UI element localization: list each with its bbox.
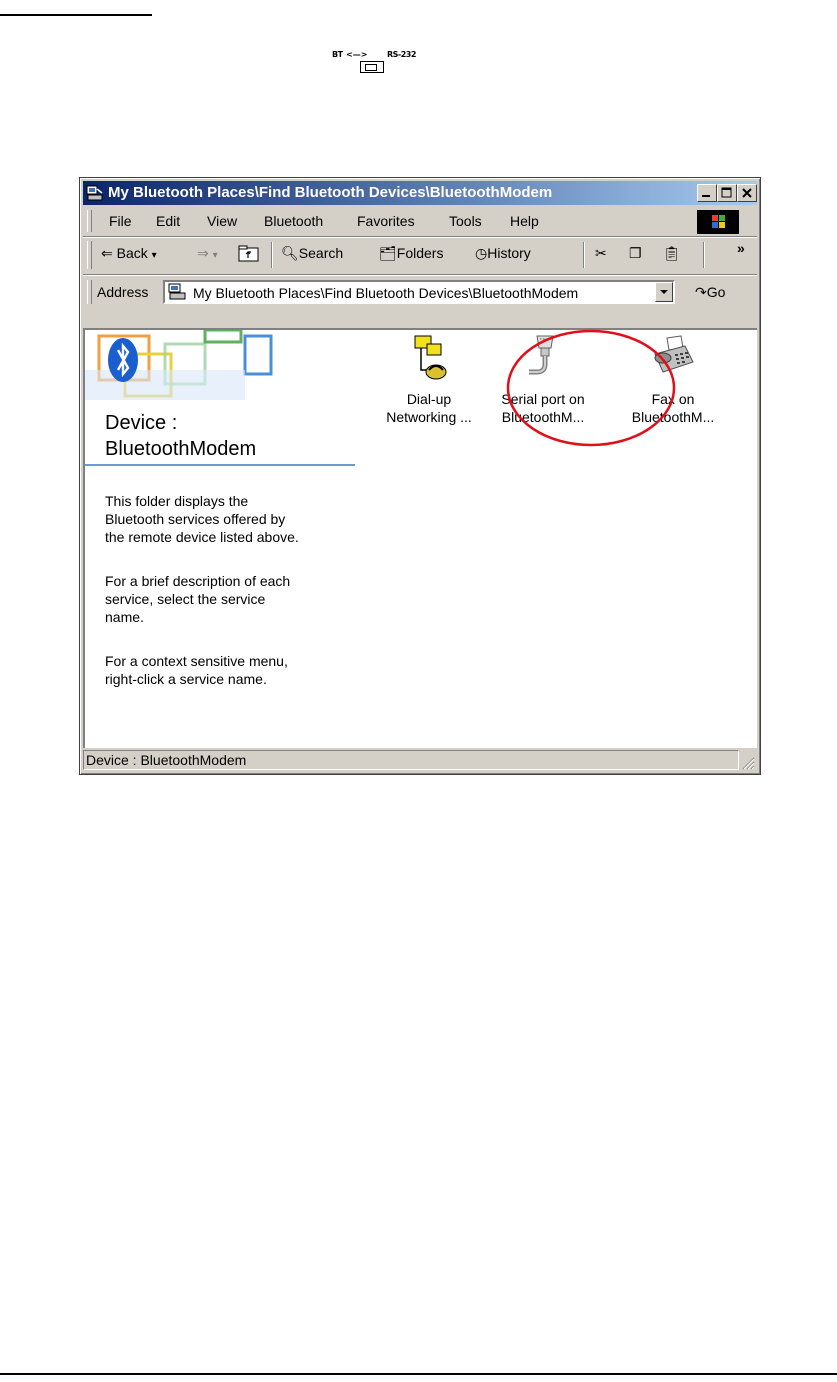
menu-bluetooth[interactable]: Bluetooth: [264, 213, 324, 229]
maximize-icon: [718, 185, 736, 201]
addressbar-grip[interactable]: [87, 280, 92, 304]
back-dropdown-icon: ▾: [151, 250, 157, 261]
menu-view[interactable]: View: [207, 213, 238, 229]
history-button[interactable]: [475, 245, 531, 262]
search-button[interactable]: [281, 245, 343, 262]
chevron-down-icon: [656, 283, 672, 301]
toolbar-overflow-button[interactable]: »: [737, 240, 745, 256]
maximize-button[interactable]: [717, 184, 737, 202]
page-top-rule: [0, 14, 152, 16]
minimize-button[interactable]: [697, 184, 717, 202]
service-label-line1: Fax on: [651, 391, 695, 407]
address-dropdown-button[interactable]: [655, 282, 673, 302]
close-icon: [738, 185, 756, 201]
device-title-line2: BluetoothModem: [105, 438, 257, 460]
minimize-icon: [698, 185, 716, 201]
double-arrow-icon: <—>: [346, 50, 368, 59]
bt-label: BT: [332, 50, 343, 59]
back-label: Back: [116, 245, 148, 261]
service-label-line2: BluetoothM...: [501, 409, 585, 425]
paste-icon: 📋︎: [663, 245, 681, 261]
windows-logo-icon: [697, 210, 739, 234]
up-folder-icon: [238, 245, 260, 263]
menu-edit[interactable]: Edit: [156, 213, 181, 229]
search-label: Search: [298, 245, 344, 261]
status-text: Device : BluetoothModem: [86, 752, 247, 768]
device-title: [105, 410, 256, 462]
copy-icon: ❐: [629, 245, 642, 261]
menu-tools[interactable]: Tools: [449, 213, 482, 229]
service-label-line1: Dial-up: [406, 391, 452, 407]
forward-dropdown-icon: ▾: [212, 250, 218, 261]
explorer-window: [79, 177, 761, 775]
page-bottom-rule: [0, 1373, 837, 1375]
standard-toolbar: [83, 238, 757, 272]
copy-button[interactable]: [629, 245, 642, 262]
go-arrow-icon: ↷: [695, 284, 707, 300]
device-title-line1: Device :: [105, 412, 178, 434]
go-label: Go: [706, 284, 726, 300]
address-value: My Bluetooth Places\Find Bluetooth Devices\BluetoothModem: [193, 285, 579, 301]
service-label-line2: BluetoothM...: [631, 409, 715, 425]
toolbar-grip[interactable]: [87, 241, 92, 269]
rs232-label: RS-232: [387, 50, 416, 59]
close-button[interactable]: [737, 184, 757, 202]
status-cell: [83, 750, 739, 770]
toolbar-separator: [83, 274, 757, 276]
menu-bar: [83, 208, 757, 234]
status-bar: [83, 750, 757, 772]
service-label-line1: Serial port on: [501, 391, 585, 407]
history-label: History: [487, 245, 531, 261]
forward-arrow-icon: ⇒: [197, 245, 209, 261]
address-label: Address: [97, 284, 149, 300]
adapter-box-icon: [360, 61, 384, 73]
search-icon: 🔍︎: [281, 245, 299, 261]
back-arrow-icon: ⇐: [101, 245, 113, 261]
address-input[interactable]: [163, 280, 675, 304]
bluetooth-banner: [85, 330, 285, 402]
menu-favorites[interactable]: Favorites: [357, 213, 415, 229]
forward-button[interactable]: [197, 245, 218, 262]
window-title: My Bluetooth Places\Find Bluetooth Devices\BluetoothModem: [108, 184, 553, 201]
pane-divider: [85, 464, 355, 466]
folders-button[interactable]: [379, 245, 443, 262]
bt-rs232-diagram: [332, 50, 442, 78]
pane-description-3: For a context sensitive menu, right-click a service name.: [105, 653, 288, 687]
paste-button[interactable]: [663, 245, 681, 262]
history-icon: ◷: [475, 245, 488, 261]
dialup-networking-icon: [409, 334, 449, 386]
pane-description-1: This folder displays the Bluetooth services offered by the remote device listed above.: [105, 493, 299, 545]
menubar-grip[interactable]: [87, 210, 92, 232]
info-pane: [85, 330, 357, 748]
folders-label: Folders: [396, 245, 444, 261]
cut-icon: ✂: [595, 245, 607, 261]
folders-icon: 🗂︎: [379, 245, 397, 261]
bluetooth-places-icon: [86, 184, 104, 202]
pane-description-2: For a brief description of each service, select the service name.: [105, 573, 291, 625]
highlight-circle: [505, 328, 677, 448]
toolbar-separator-1: [271, 242, 273, 268]
go-button[interactable]: [695, 284, 725, 301]
toolbar-separator-3: [703, 242, 705, 268]
bluetooth-places-icon: [168, 283, 188, 301]
address-bar: [83, 277, 757, 307]
resize-grip-icon[interactable]: [741, 756, 755, 770]
toolbar-separator-2: [583, 242, 585, 268]
menu-help[interactable]: Help: [510, 213, 539, 229]
title-bar[interactable]: [83, 181, 757, 205]
service-dialup-networking[interactable]: [379, 334, 479, 426]
service-label-line2: Networking ...: [386, 409, 472, 425]
back-button[interactable]: [101, 245, 157, 262]
menu-file[interactable]: File: [109, 213, 132, 229]
up-folder-button[interactable]: [238, 245, 260, 266]
cut-button[interactable]: [595, 245, 607, 262]
